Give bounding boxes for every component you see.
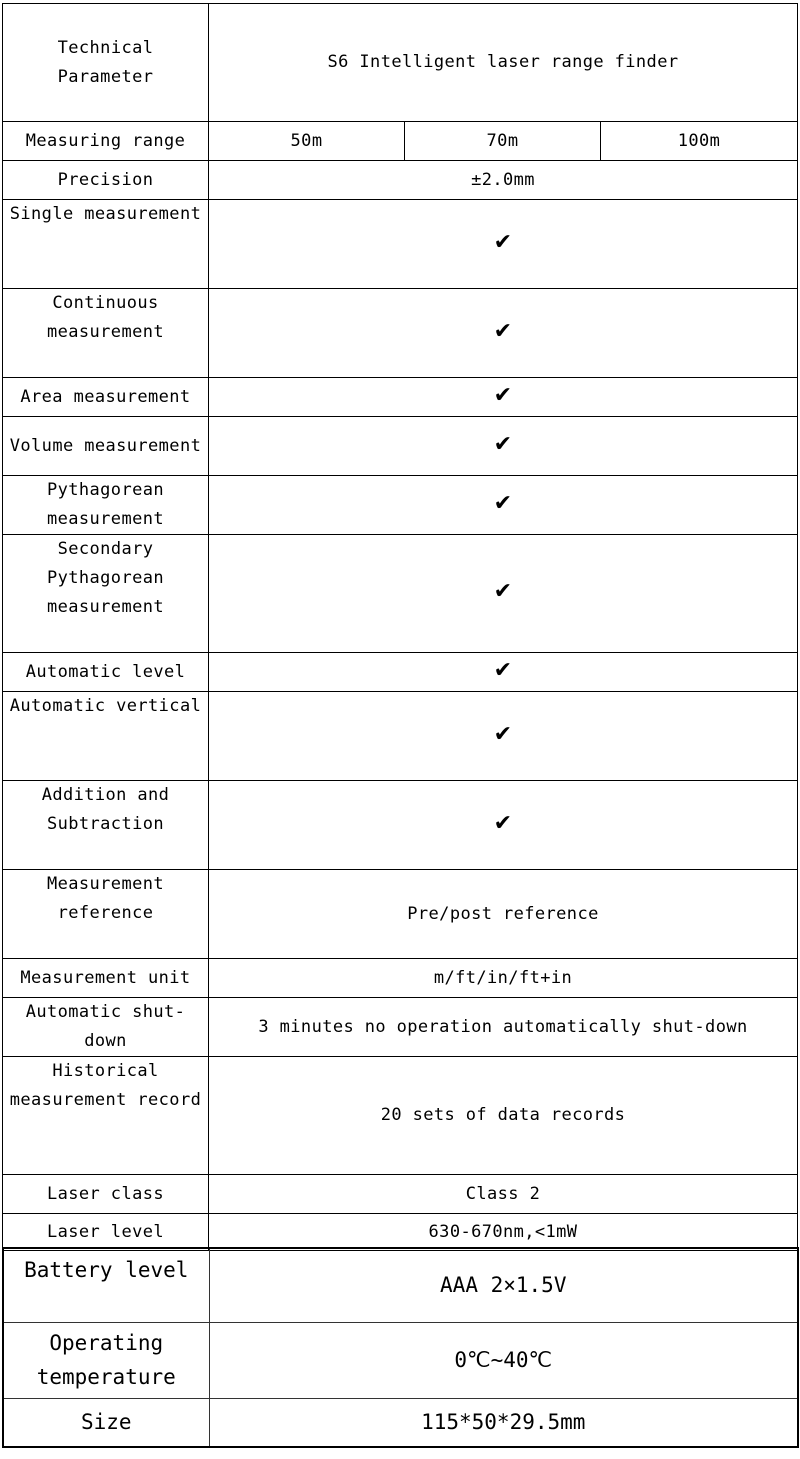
table-row: [3, 998, 798, 1057]
row-value: 20 sets of data records: [209, 1057, 798, 1175]
table-row: [3, 1057, 798, 1175]
spec-table-lower: [2, 1247, 799, 1448]
row-label: Volume measurement: [3, 417, 209, 476]
row-label: Precision: [3, 161, 209, 200]
check-icon: ✔: [493, 490, 513, 516]
check-icon: ✔: [493, 229, 513, 255]
spec-table: [2, 3, 798, 1251]
row-value: 0℃~40℃: [209, 1322, 798, 1398]
row-label: Automatic vertical: [3, 692, 209, 781]
row-label: Addition and Subtraction: [3, 781, 209, 870]
row-value: 3 minutes no operation automatically shut-down: [209, 998, 798, 1057]
row-label: Measuring range: [3, 122, 209, 161]
row-value: [209, 200, 798, 289]
row-value: Pre/post reference: [209, 870, 798, 959]
row-label: Measurement reference: [3, 870, 209, 959]
row-value: [209, 653, 798, 692]
table-row: [3, 161, 798, 200]
check-icon: ✔: [493, 431, 513, 457]
table-row: [3, 535, 798, 653]
row-value: [209, 476, 798, 535]
table-row: [3, 1175, 798, 1214]
range-value: 70m: [405, 122, 601, 161]
row-label: Automatic shut-down: [3, 998, 209, 1057]
row-value: AAA 2×1.5V: [209, 1248, 798, 1322]
header-product-cell: [209, 4, 798, 122]
row-label: Pythagorean measurement: [3, 476, 209, 535]
row-value: [209, 781, 798, 870]
check-icon: ✔: [493, 657, 513, 683]
row-value: 630-670nm,<1mW: [209, 1214, 798, 1251]
check-icon: ✔: [493, 721, 513, 747]
row-label: Automatic level: [3, 653, 209, 692]
table-row: [3, 200, 798, 289]
header-label: Technical Parameter: [57, 37, 154, 87]
row-label: Area measurement: [3, 378, 209, 417]
table-row: [3, 692, 798, 781]
row-value: [209, 535, 798, 653]
row-label: Continuous measurement: [3, 289, 209, 378]
row-label: Operating temperature: [3, 1322, 209, 1398]
table-row: [3, 1248, 798, 1322]
table-row: [3, 378, 798, 417]
table-row: [3, 781, 798, 870]
row-value: Class 2: [209, 1175, 798, 1214]
check-icon: ✔: [493, 810, 513, 836]
row-value: ±2.0mm: [209, 161, 798, 200]
header-label-cell: [3, 4, 209, 122]
row-label: Size: [3, 1398, 209, 1447]
row-label: Battery level: [3, 1248, 209, 1322]
row-value: [209, 417, 798, 476]
product-title: S6 Intelligent laser range finder: [327, 52, 679, 72]
row-value: 115*50*29.5mm: [209, 1398, 798, 1447]
table-row: [3, 417, 798, 476]
table-row: [3, 1322, 798, 1398]
row-value: [209, 289, 798, 378]
table-row: [3, 959, 798, 998]
range-value: 50m: [209, 122, 405, 161]
table-row: [3, 653, 798, 692]
row-label: Laser class: [3, 1175, 209, 1214]
row-label: Secondary Pythagorean measurement: [3, 535, 209, 653]
row-label: Measurement unit: [3, 959, 209, 998]
row-label: Historical measurement record: [3, 1057, 209, 1175]
table-row: [3, 1214, 798, 1251]
row-value: m/ft/in/ft+in: [209, 959, 798, 998]
check-icon: ✔: [493, 318, 513, 344]
table-row: [3, 122, 798, 161]
table-row: [3, 289, 798, 378]
row-value: [209, 378, 798, 417]
table-row: [3, 870, 798, 959]
table-row: [3, 476, 798, 535]
table-row: [3, 1398, 798, 1447]
check-icon: ✔: [493, 579, 513, 604]
table-header-row: [3, 4, 798, 122]
row-label: Laser level: [3, 1214, 209, 1251]
row-value: [209, 692, 798, 781]
check-icon: ✔: [493, 382, 513, 408]
row-label: Single measurement: [3, 200, 209, 289]
range-value: 100m: [601, 122, 798, 161]
